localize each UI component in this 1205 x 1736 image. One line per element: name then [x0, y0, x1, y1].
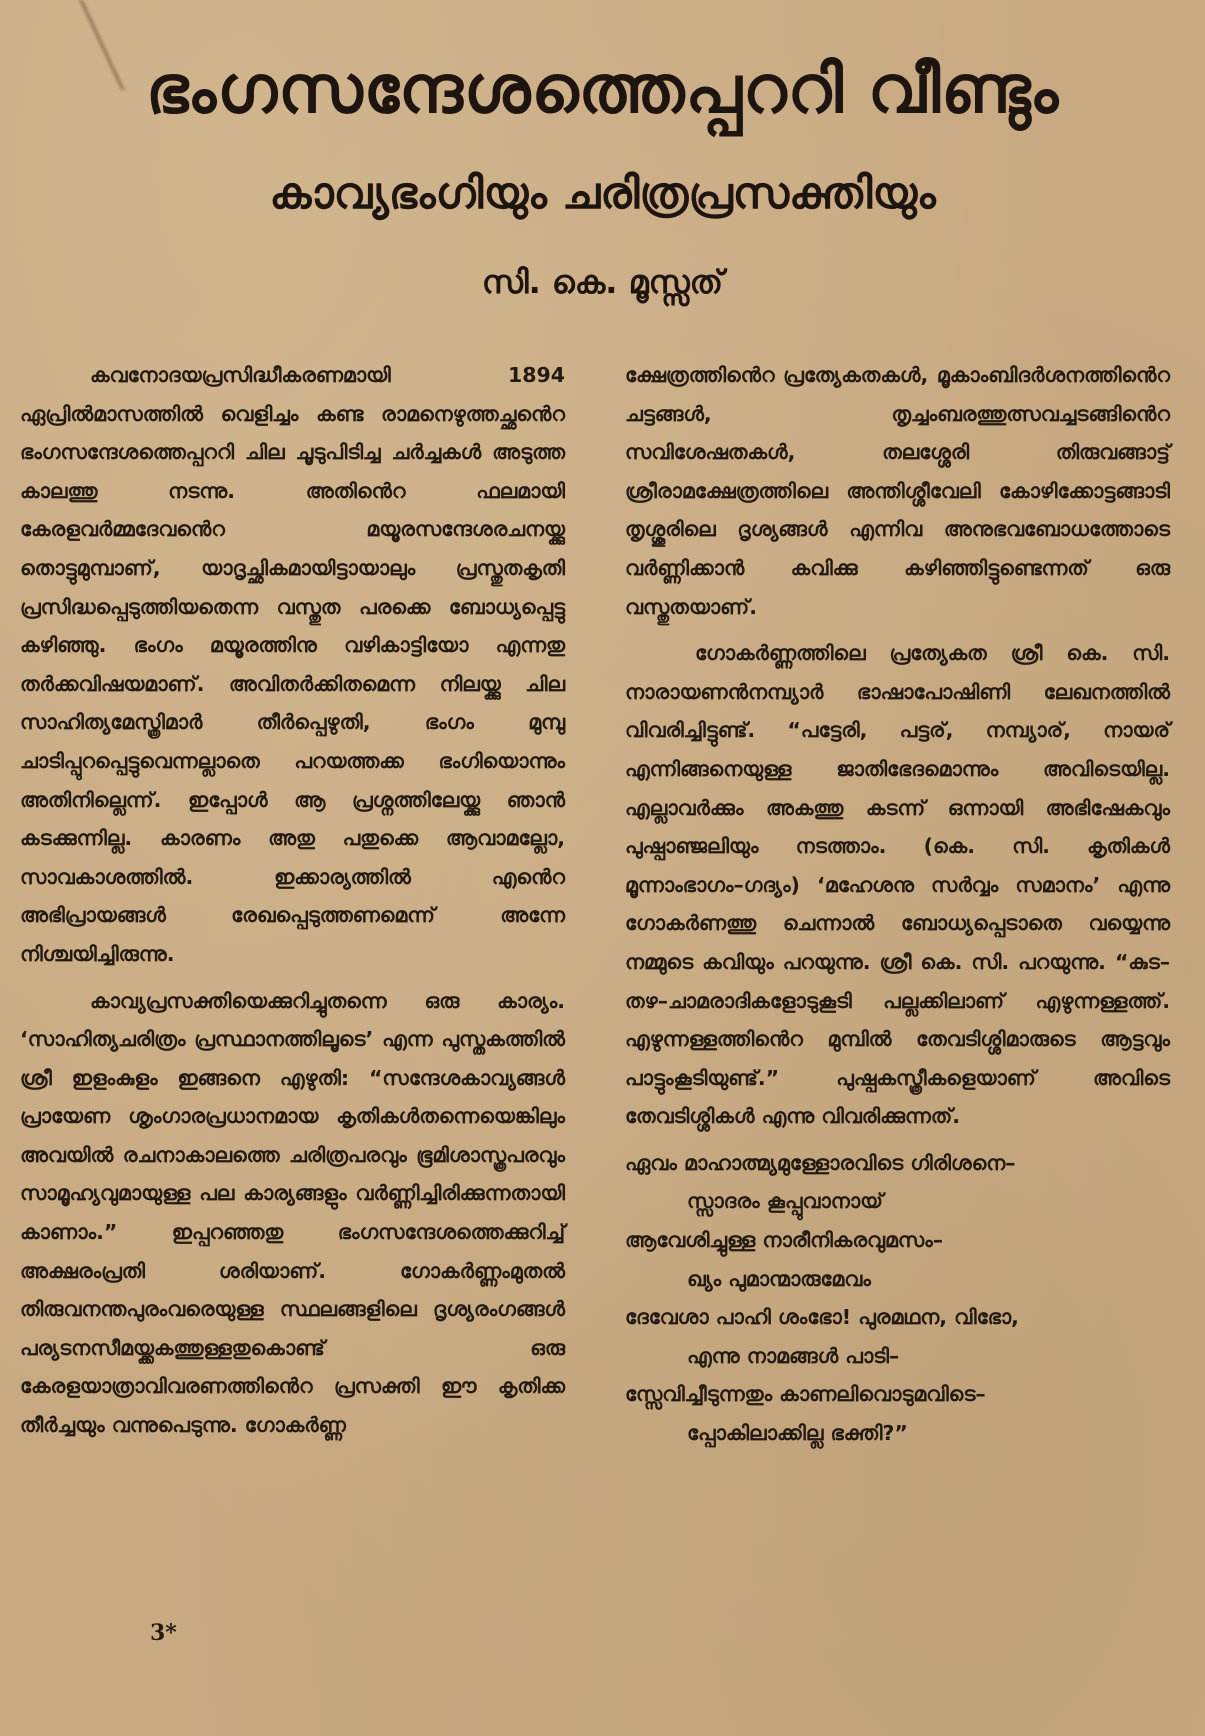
verse-line: സ്സേവിച്ചീടുന്നതും കാണലിവൊടുമവിടെ– — [625, 1382, 986, 1407]
article-subtitle: കാവ്യഭംഗിയും ചരിത്രപ്രസക്തിയും — [269, 168, 936, 219]
right-column — [625, 356, 1170, 1453]
article-header — [0, 40, 1205, 312]
paragraph: കാവ്യപ്രസക്തിയെക്കുറിച്ചുതന്നെ ഒരു കാര്യം. ‘സാഹിത്യചരിത്രം പ്രസ്ഥാനത്തിലൂടെ’ എന്ന പുസ്തകത്തിൽ ശ്രീ ഇളംകുളം ഇങ്ങനെ എഴുതി: “സന്ദേശകാവ്യങ്ങൾ പ്രായേണ ശൃംഗാരപ്രധാനമായ കൃതികൾതന്നെയെങ്കിലും അവയിൽ രചനാകാലത്തെ ചരിത്രപരവും ഭൂമിശാസ്ത്രപരവും സാമൂഹ്യവുമായുള്ള പല കാര്യങ്ങളും വർണ്ണിച്ചിരിക്കുന്നതായി കാണാം.” ഇപ്പറഞ്ഞതു ഭംഗസന്ദേശത്തെക്കുറിച്ച് അക്ഷരംപ്രതി ശരിയാണ്. ഗോകർണ്ണംമുതൽ തിരുവനന്തപുരംവരെയുള്ള സ്ഥലങ്ങളിലെ ദൃശ്യരംഗങ്ങൾ പര്യടനസീമയ്ക്കകത്തുള്ളതുകൊണ്ട് ഒരു കേരളയാത്രാവിവരണത്തിൻെറ പ്രസക്തി ഈ കൃതിക്ക തീർച്ചയും വന്നുപെടുന്നു. ഗോകർണ്ണ — [20, 988, 565, 1438]
verse-line: ആവേശിച്ചുള്ള നാരീനികരവുമസം– — [625, 1228, 943, 1253]
left-column — [20, 356, 565, 1453]
author-byline: സി. കെ. മൂസ്സത് — [481, 263, 724, 301]
verse-line: ദേവേശാ പാഹി ശംഭോ! പുരമഥന, വിഭോ, — [625, 1305, 1019, 1330]
article-body — [20, 356, 1170, 1453]
paragraph: ക്ഷേത്രത്തിൻെറ പ്രത്യേകതകൾ, മൂകാംബിദർശനത്തിൻെറ ചട്ടങ്ങൾ, തൃച്ചംബരത്തുത്സവച്ചടങ്ങിൻെറ സവിശേഷതകൾ, തലശ്ശേരി തിരുവങ്ങാട്ട് ശ്രീരാമക്ഷേത്രത്തിലെ അന്തിശ്ശീവേലി കോഴിക്കോട്ടങ്ങാടി തൃശ്ശൂരിലെ ദൃശ്യങ്ങൾ എന്നിവ അനുഭവബോധത്തോടെ വർണ്ണിക്കാൻ കവിക്കു കഴിഞ്ഞിട്ടുണ്ടെന്നത് ഒരു വസ്തുതയാണ്. — [625, 363, 1170, 619]
paragraph: ഗോകർണ്ണത്തിലെ പ്രത്യേകത ശ്രീ കെ. സി. നാരായണൻനമ്പ്യാർ ഭാഷാപോഷിണി ലേഖനത്തിൽ വിവരിച്ചിട്ടുണ്ട്. “പട്ടേരി, പട്ടര്, നമ്പ്യാര്, നായര് എന്നിങ്ങനെയുള്ള ജാതിഭേദമൊന്നും അവിടെയില്ല. എല്ലാവർക്കും അകത്തു കടന്ന് ഒന്നായി അഭിഷേകവും പുഷ്പാഞ്ജലിയും നടത്താം. (കെ. സി. കൃതികൾ മൂന്നാംഭാഗം–ഗദ്യം) ‘മഹേശനു സർവ്വം സമാനം’ എന്നു ഗോകർണത്തു ചെന്നാൽ ബോധ്യപ്പെടാതെ വയ്യെന്നു നമ്മുടെ കവിയും പറയുന്നു. ശ്രീ കെ. സി. പറയുന്നു. “കുട–തഴ–ചാമരാദികളോടുകൂടി പല്ലക്കിലാണ് എഴുന്നള്ളത്ത്. എഴുന്നള്ളത്തിൻെറ മുമ്പിൽ തേവടിശ്ശിമാരുടെ ആട്ടവും പാട്ടുംകൂടിയുണ്ട്.” പുഷ്പകസ്ത്രീകളെയാണ് അവിടെ തേവടിശ്ശികൾ എന്നു വിവരിക്കുന്നത്. — [625, 641, 1170, 1129]
verse-line: പ്പോകിലാക്കില്ല ഭക്തി?” — [687, 1421, 908, 1446]
verse-line: ഏവം മാഹാത്മ്യമുള്ളോരവിടെ ഗിരിശനെ– — [625, 1150, 1016, 1175]
verse-line: എന്നു നാമങ്ങൾ പാടി– — [687, 1343, 900, 1368]
page-folio: 3* — [150, 1620, 177, 1646]
verse-line: ഖ്യം പുമാന്മാരുമേവം — [687, 1266, 871, 1291]
article-title: ഭംഗസന്ദേശത്തെപ്പററി വീണ്ടും — [145, 51, 1060, 128]
paragraph: കവനോദയപ്രസിദ്ധീകരണമായി 1894 ഏപ്രിൽമാസത്തിൽ വെളിച്ചം കണ്ട രാമനെഴുത്തച്ഛൻെറ ഭംഗസന്ദേശത്തെപ്പററി ചില ചൂടുപിടിച്ച ചർച്ചകൾ അടുത്ത കാലത്തു നടന്നു. അതിൻെറ ഫലമായി കേരളവർമ്മദേവൻെറ മയൂരസന്ദേശരചനയ്ക്കു തൊട്ടുമുമ്പാണ്, യാദൃച്ഛികമായിട്ടായാലും പ്രസ്തുതകൃതി പ്രസിദ്ധപ്പെടുത്തിയതെന്ന വസ്തുത പരക്കെ ബോധ്യപ്പെട്ടു കഴിഞ്ഞു. ഭംഗം മയൂരത്തിനു വഴികാട്ടിയോ എന്നതു തർക്കവിഷയമാണ്. അവിതർക്കിതമെന്ന നിലയ്ക്കു ചില സാഹിത്യമേസ്ത്രിമാർ തീർപ്പെഴുതി, ഭംഗം മുമ്പു ചാടിപ്പുറപ്പെട്ടുവെന്നല്ലാതെ പറയത്തക്ക ഭംഗിയൊന്നും അതിനില്ലെന്ന്. ഇപ്പോൾ ആ പ്രശ്നത്തിലേയ്ക്കു ഞാൻ കടക്കുന്നില്ല. കാരണം അതു പതുക്കെ ആവാമല്ലോ, സാവകാശത്തിൽ. ഇക്കാര്യത്തിൽ എൻെറ അഭിപ്രായങ്ങൾ രേഖപ്പെടുത്തണമെന്ന് അന്നേ നിശ്ചയിച്ചിരുന്നു. — [20, 363, 565, 966]
verse-line: സ്സാദരം കൂപ്പുവാനായ് — [687, 1189, 883, 1214]
verse-quote — [625, 1144, 1170, 1453]
